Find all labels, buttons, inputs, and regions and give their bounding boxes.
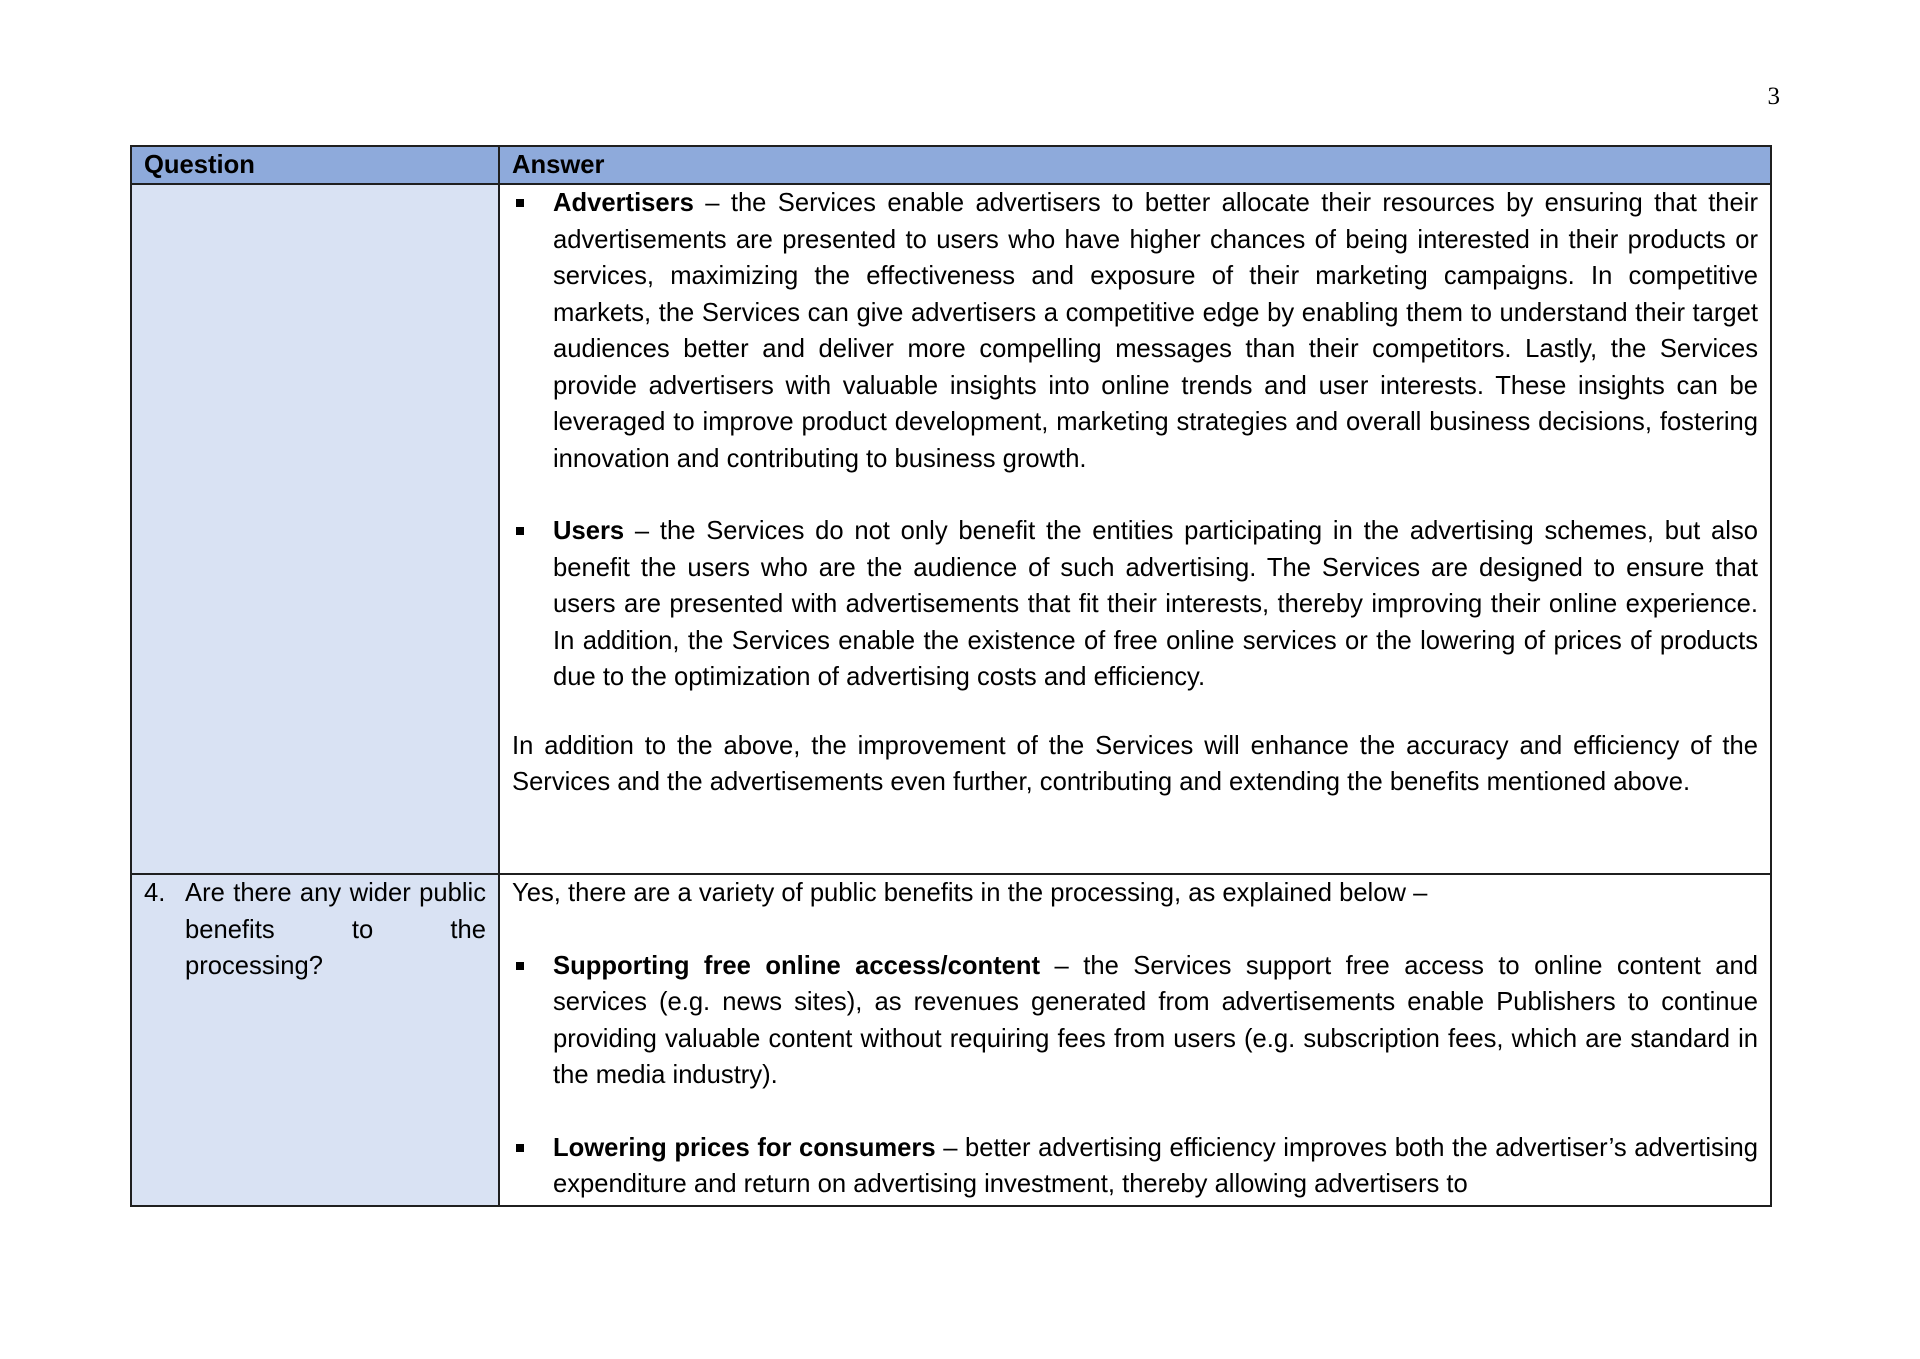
table-row [131, 184, 1771, 874]
answer-column-header: Answer [499, 146, 1771, 184]
square-bullet-icon [516, 199, 524, 207]
list-item [512, 185, 1758, 477]
page-number: 3 [1767, 83, 1780, 110]
list-item [512, 948, 1758, 1094]
answer-bullet-list [512, 948, 1758, 1203]
bullet-text: – the Services do not only benefit the entities participating in the advertising schemes, but also benefit the users who are the audience of such advertising. The Services are designed to ensure that users are presented with advertisements that fit their interests, thereby improving their online experience. In addition, the Services enable the existence of free online services or the lowering of prices of products due to the optimization of advertising costs and efficiency. [553, 517, 1758, 691]
list-spacer [512, 477, 1758, 513]
question-cell [131, 184, 499, 874]
table-header-row [131, 146, 1771, 184]
closing-paragraph: In addition to the above, the improvement of the Services will enhance the accuracy and efficiency of the Services and the advertisements even further, contributing and extending the benefits mentioned above. [512, 731, 1758, 796]
square-bullet-icon [516, 962, 524, 970]
bullet-term: Lowering prices for consumers [553, 1133, 936, 1162]
bullet-term: Supporting free online access/content [553, 951, 1041, 980]
paragraph-spacer [512, 912, 1758, 948]
bullet-text: – the Services support free access to online content and services (e.g. news sites), as revenues generated from advertisements enable Publishers to continue providing valuable content without requiring fees from users (e.g. subscription fees, which are standard in the media industry). [553, 951, 1758, 1089]
question-number: 4. [144, 879, 166, 907]
answer-cell [499, 874, 1771, 1206]
paragraph-spacer [512, 696, 1758, 728]
answer-bullet-list [512, 185, 1758, 696]
list-item [512, 1130, 1758, 1203]
question-answer-table [130, 145, 1772, 1207]
question-cell [131, 874, 499, 1206]
question-column-header: Question [131, 146, 499, 184]
numbered-question [144, 875, 486, 985]
bullet-text: – better advertising efficiency improves both the advertiser’s advertising expenditure and return on advertising investment, thereby allowing advertisers to [553, 1133, 1758, 1198]
square-bullet-icon [516, 527, 524, 535]
list-spacer [512, 1094, 1758, 1130]
square-bullet-icon [516, 1144, 524, 1152]
answer-cell [499, 184, 1771, 874]
bullet-term: Users [553, 517, 625, 545]
answer-intro: Yes, there are a variety of public benefits in the processing, as explained below – [512, 879, 1428, 907]
bullet-term: Advertisers [553, 189, 694, 217]
question-text: Are there any wider public benefits to the processing? [185, 879, 486, 980]
table-row [131, 874, 1771, 1206]
bullet-text: – the Services enable advertisers to better allocate their resources by ensuring that their advertisements are presented to users who have higher chances of being interested in their products or services, maximizing the effectiveness and exposure of their marketing campaigns. In competitive markets, the Services can give advertisers a competitive edge by enabling them to understand their target audiences better and deliver more compelling messages than their competitors. Lastly, the Services provide advertisers with valuable insights into online trends and user interests. These insights can be leveraged to improve product development, marketing strategies and overall business decisions, fostering innovation and contributing to business growth. [553, 189, 1758, 473]
list-item [512, 513, 1758, 696]
